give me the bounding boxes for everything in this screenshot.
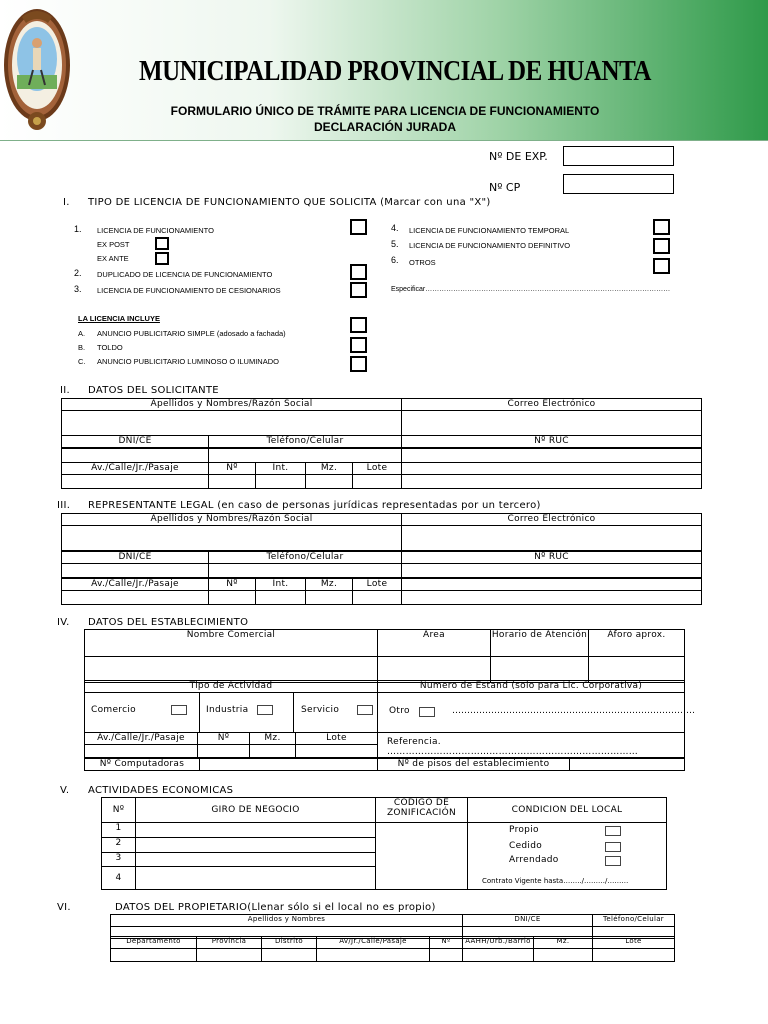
direccion-establecimiento-table: [84, 732, 685, 758]
lote-field[interactable]: [353, 591, 402, 605]
checkbox-temporal[interactable]: [653, 219, 670, 235]
contrato-field[interactable]: Contrato Vigente hasta……../………/………: [482, 877, 629, 885]
solicitante-table-4: [61, 462, 702, 489]
correo-header: Correo Electrónico: [402, 514, 702, 526]
aforo-header: Aforo aprox.: [589, 630, 685, 657]
horario-field[interactable]: [491, 657, 589, 683]
lote-header: Lote: [296, 733, 378, 745]
item-label-licencia: LICENCIA DE FUNCIONAMIENTO: [97, 226, 214, 235]
section-ii-number: II.: [60, 385, 70, 396]
comercio-label: Comercio: [91, 705, 136, 715]
mz-header: Mz.: [250, 733, 296, 745]
giro-field[interactable]: [136, 867, 376, 890]
checkbox-anuncio-simple[interactable]: [350, 317, 367, 333]
dni-header: DNI/CE: [62, 552, 209, 564]
item-number: 5.: [391, 239, 399, 249]
dni-field[interactable]: [62, 564, 209, 578]
provincia-field[interactable]: [197, 949, 262, 962]
item-number: 2.: [74, 268, 82, 278]
codigo-field[interactable]: [376, 823, 468, 890]
cedido-label: Cedido: [509, 841, 543, 851]
mz-header: Mz.: [306, 463, 353, 475]
dni-header: DNI/CE: [62, 436, 209, 448]
checkbox-industria[interactable]: [257, 705, 273, 715]
item-label-expost: EX POST: [97, 240, 130, 249]
telefono-header: Teléfono/Celular: [209, 552, 402, 564]
representante-table: [61, 513, 702, 551]
municipal-crest-icon: [2, 3, 72, 133]
num-field[interactable]: [198, 745, 250, 758]
item-number: 3.: [74, 284, 82, 294]
telefono-header: Teléfono/Celular: [209, 436, 402, 448]
section-iii-number: III.: [57, 500, 71, 511]
av-field[interactable]: [85, 745, 198, 758]
item-label-exante: EX ANTE: [97, 254, 129, 263]
checkbox-cesionarios[interactable]: [350, 282, 367, 298]
row-number: 2: [102, 838, 136, 853]
pisos-label: Nº de pisos del establecimiento: [378, 759, 570, 771]
int-field[interactable]: [256, 591, 306, 605]
apellidos-header: Apellidos y Nombres/Razón Social: [62, 514, 402, 526]
apellidos-header: Apellidos y Nombres/Razón Social: [62, 399, 402, 411]
municipality-title: MUNICIPALIDAD PROVINCIAL DE HUANTA: [139, 55, 651, 87]
num-field[interactable]: [209, 591, 256, 605]
av-header: Av./Calle/Jr./Pasaje: [62, 463, 209, 475]
section-v-number: V.: [60, 785, 70, 796]
giro-field[interactable]: [136, 823, 376, 838]
checkbox-exante[interactable]: [155, 252, 169, 265]
checkbox-otros[interactable]: [653, 258, 670, 274]
distrito-header: Distrito: [262, 937, 317, 949]
av-field[interactable]: [62, 591, 209, 605]
ruc-header: Nº RUC: [402, 436, 702, 448]
row-number: 3: [102, 853, 136, 867]
item-label-duplicado: DUPLICADO DE LICENCIA DE FUNCIONAMIENTO: [97, 270, 273, 279]
dni-field[interactable]: [62, 449, 209, 463]
actividades-table: [101, 797, 667, 890]
arrendado-label: Arrendado: [509, 855, 559, 865]
aahh-field[interactable]: [463, 949, 534, 962]
lote-field[interactable]: [353, 475, 402, 489]
num-header: Nº: [209, 579, 256, 591]
header-banner: [0, 0, 768, 141]
item-number: 6.: [391, 255, 399, 265]
incluye-heading: LA LICENCIA INCLUYE: [78, 314, 160, 323]
av-field[interactable]: [62, 475, 209, 489]
departamento-field[interactable]: [111, 949, 197, 962]
otro-label: Otro: [389, 706, 410, 716]
int-field[interactable]: [256, 475, 306, 489]
item-label-anuncio-simple: ANUNCIO PUBLICITARIO SIMPLE (adosado a fachada): [97, 329, 286, 338]
correo-field[interactable]: [402, 411, 702, 436]
form-subtitle: FORMULARIO ÚNICO DE TRÁMITE PARA LICENCIA DE FUNCIONAMIENTO: [170, 104, 600, 118]
correo-header: Correo Electrónico: [402, 399, 702, 411]
num-header: Nº: [430, 937, 463, 949]
giro-field[interactable]: [136, 838, 376, 853]
aforo-field[interactable]: [589, 657, 685, 683]
ruc-field[interactable]: [402, 564, 702, 578]
cp-number-field[interactable]: [563, 174, 674, 194]
ruc-field[interactable]: [402, 449, 702, 463]
telefono-field[interactable]: [209, 564, 402, 578]
item-number: 4.: [391, 223, 399, 233]
representante-table-2: [61, 551, 702, 578]
apellidos-field[interactable]: [62, 526, 402, 551]
condicion-header: CONDICION DEL LOCAL: [468, 798, 667, 823]
checkbox-propio[interactable]: [605, 826, 621, 836]
checkbox-comercio[interactable]: [171, 705, 187, 715]
num-field[interactable]: [209, 475, 256, 489]
checkbox-arrendado[interactable]: [605, 856, 621, 866]
estand-cell: [378, 693, 695, 733]
computadoras-field[interactable]: [200, 759, 378, 771]
lote-header: Lote: [353, 579, 402, 591]
exp-number-field[interactable]: [563, 146, 674, 166]
item-number: 1.: [74, 224, 82, 234]
solicitante-table-3: [61, 448, 702, 463]
solicitante-table-2: [61, 435, 702, 448]
mz-header: Mz.: [534, 937, 593, 949]
section-i-title: TIPO DE LICENCIA DE FUNCIONAMIENTO QUE SOLICITA (Marcar con una "X"): [88, 197, 491, 208]
item-letter: C.: [78, 357, 86, 366]
av-header: Av/Jr./Calle/Pasaje: [317, 937, 430, 949]
form-subtitle-2: DECLARACIÓN JURADA: [313, 120, 456, 134]
checkbox-definitivo[interactable]: [653, 238, 670, 254]
especificar-field[interactable]: Especificar……………………………………………………………………………………………: [391, 286, 671, 293]
ruc-header: Nº RUC: [402, 552, 702, 564]
mz-field[interactable]: [250, 745, 296, 758]
section-i-number: I.: [63, 197, 70, 208]
item-letter: A.: [78, 329, 86, 338]
apellidos-field[interactable]: [62, 411, 402, 436]
dni-header: DNI/CE: [463, 915, 593, 927]
checkbox-toldo[interactable]: [350, 337, 367, 353]
computadoras-table: [84, 758, 685, 771]
av-field[interactable]: [317, 949, 430, 962]
computadoras-label: Nº Computadoras: [85, 759, 200, 771]
pisos-field[interactable]: [570, 759, 685, 771]
checkbox-expost[interactable]: [155, 237, 169, 250]
section-v-title: ACTIVIDADES ECONOMICAS: [88, 785, 234, 796]
area-field[interactable]: [378, 657, 491, 683]
checkbox-anuncio-luminoso[interactable]: [350, 356, 367, 372]
section-vi-number: VI.: [57, 902, 71, 913]
representante-table-3: [61, 578, 702, 605]
lote-header: Lote: [353, 463, 402, 475]
section-iv-number: IV.: [57, 617, 70, 628]
area-header: Area: [378, 630, 491, 657]
av-header: Av./Calle/Jr./Pasaje: [62, 579, 209, 591]
lote-field[interactable]: [593, 949, 675, 962]
item-label-toldo: TOLDO: [97, 343, 123, 352]
num-header: Nº: [102, 798, 136, 823]
item-letter: B.: [78, 343, 86, 352]
departamento-header: Departamento: [111, 937, 197, 949]
mz-field[interactable]: [306, 591, 353, 605]
telefono-header: Teléfono/Celular: [593, 915, 675, 927]
nombre-comercial-field[interactable]: [85, 657, 378, 683]
int-header: Int.: [256, 463, 306, 475]
otro-specify-field[interactable]: ………………………………………………………………………: [452, 706, 695, 716]
telefono-field[interactable]: [209, 449, 402, 463]
item-label-anuncio-luminoso: ANUNCIO PUBLICITARIO LUMINOSO O ILUMINADO: [97, 357, 279, 366]
apellidos-header: Apellidos y Nombres: [111, 915, 463, 927]
av-header: Av./Calle/Jr./Pasaje: [85, 733, 198, 745]
codigo-header: CODIGO DE ZONIFICACIÓN: [376, 798, 468, 823]
tipo-actividad-header: Tipo de Actividad: [85, 681, 378, 693]
industria-label: Industria: [206, 705, 249, 715]
checkbox-otro[interactable]: [419, 707, 435, 717]
tipo-actividad-cell: [85, 693, 378, 733]
row-number: 1: [102, 823, 136, 838]
section-iii-title: REPRESENTANTE LEGAL (en caso de personas jurídicas representadas por un tercero): [88, 500, 541, 511]
establecimiento-table: [84, 629, 685, 683]
num-field[interactable]: [430, 949, 463, 962]
item-label-definitivo: LICENCIA DE FUNCIONAMIENTO DEFINITIVO: [409, 241, 571, 250]
distrito-field[interactable]: [262, 949, 317, 962]
horario-header: Horario de Atención: [491, 630, 589, 657]
item-label-temporal: LICENCIA DE FUNCIONAMIENTO TEMPORAL: [409, 226, 570, 235]
item-label-otros: OTROS: [409, 258, 436, 267]
propietario-table-2: [110, 936, 675, 962]
mz-field[interactable]: [534, 949, 593, 962]
item-label-cesionarios: LICENCIA DE FUNCIONAMIENTO DE CESIONARIOS: [97, 286, 281, 295]
exp-label: Nº DE EXP.: [489, 150, 548, 163]
correo-field[interactable]: [402, 526, 702, 551]
mz-field[interactable]: [306, 475, 353, 489]
aahh-header: AAHH/Urb./Barrio: [463, 937, 534, 949]
propio-label: Propio: [509, 825, 539, 835]
num-header: Nº: [209, 463, 256, 475]
lote-header: Lote: [593, 937, 675, 949]
provincia-header: Provincia: [197, 937, 262, 949]
estand-header: Numero de Estand (solo para Lic. Corporativa): [378, 681, 685, 693]
checkbox-servicio[interactable]: [357, 705, 373, 715]
checkbox-duplicado[interactable]: [350, 264, 367, 280]
int-header: Int.: [256, 579, 306, 591]
section-vi-title: DATOS DEL PROPIETARIO(Llenar sólo si el local no es propio): [115, 902, 436, 913]
section-ii-title: DATOS DEL SOLICITANTE: [88, 385, 219, 396]
checkbox-cedido[interactable]: [605, 842, 621, 852]
lote-field[interactable]: [296, 745, 378, 758]
servicio-label: Servicio: [301, 705, 340, 715]
section-iv-title: DATOS DEL ESTABLECIMIENTO: [88, 617, 249, 628]
nombre-comercial-header: Nombre Comercial: [85, 630, 378, 657]
solicitante-table: [61, 398, 702, 436]
giro-field[interactable]: [136, 853, 376, 867]
condicion-cell: [468, 823, 667, 890]
cp-label: Nº CP: [489, 181, 521, 194]
row-number: 4: [102, 867, 136, 890]
actividad-table: [84, 680, 695, 733]
giro-header: GIRO DE NEGOCIO: [136, 798, 376, 823]
checkbox-licencia[interactable]: [350, 219, 367, 235]
mz-header: Mz.: [306, 579, 353, 591]
referencia-field[interactable]: Referencia. ………………………………………………………………………: [378, 733, 685, 758]
num-header: Nº: [198, 733, 250, 745]
